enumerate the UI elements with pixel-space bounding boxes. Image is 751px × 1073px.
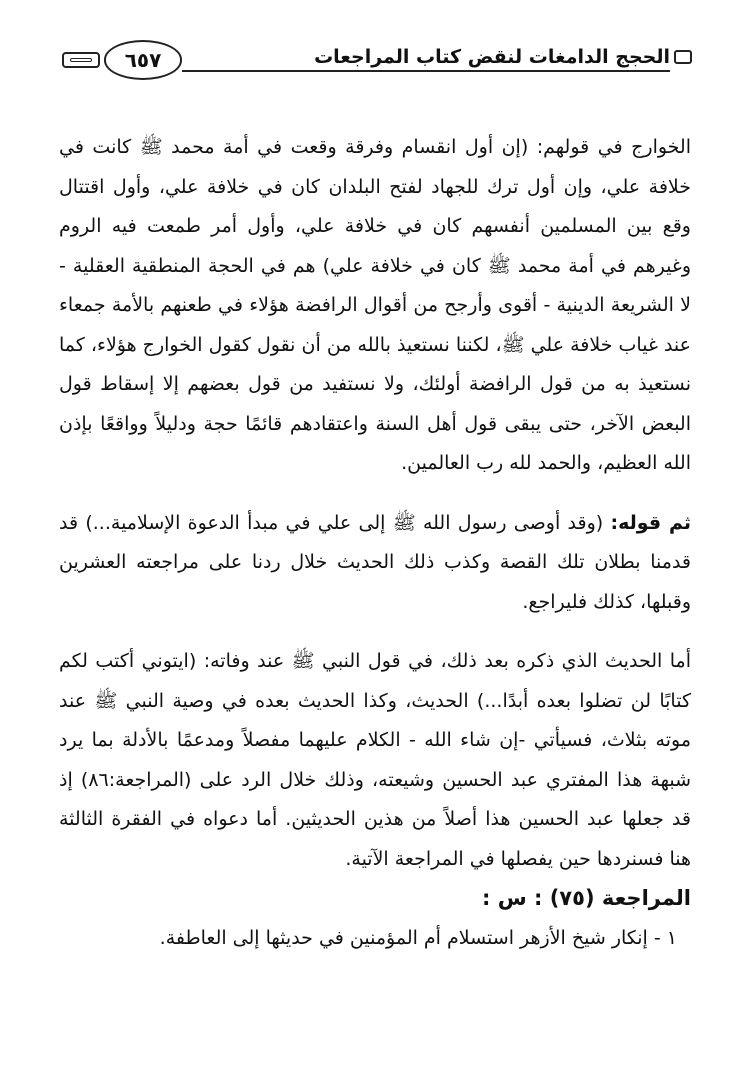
paragraph-2-lead: ثم قوله: [610, 511, 691, 534]
running-header [62, 40, 692, 90]
page-number-badge [104, 40, 182, 80]
page-body [59, 128, 691, 958]
ornament-right-icon [674, 50, 692, 64]
paragraph-1: الخوارج في قولهم: (إن أول انقسام وفرقة وقعت في أمة محمد ﷺ كانت في خلافة علي، وإن أول ترك للجهاد لفتح البلدان كان في خلافة علي، وأول اقتتال وقع بين المسلمين أنفسهم كان في خلافة علي، وأول أمر طمعت فيه الروم وغيرهم في أمة محمد ﷺ كان في خلافة علي) هم في الحجة المنطقية العقلية - لا الشريعة الدينية - أقوى وأرجح من أقوال الرافضة هؤلاء في طعنهم بالأمة جمعاء عند غياب خلافة علي ﷺ، لكننا نستعيذ بالله من أن نقول كقول الخوارج هؤلاء، كما نستعيذ به من قول الرافضة أولئك، ولا نستفيد من قول بعضهم إلا إسقاط قول البعض الآخر، حتى يبقى قول أهل السنة واعتقادهم قائمًا حجة ودليلاً وواقعًا بإذن الله العظيم، والحمد لله رب العالمين. [59, 136, 691, 474]
page-number: ٦٥٧ [124, 48, 162, 72]
ornament-left-icon [62, 52, 100, 68]
paragraph-3: أما الحديث الذي ذكره بعد ذلك، في قول النبي ﷺ عند وفاته: (ايتوني أكتب لكم كتابًا لن تضلوا بعده أبدًا...) الحديث، وكذا الحديث بعده في وصية النبي ﷺ عند موته بثلاث، فسيأتي -إن شاء الله - الكلام عليهما مفصلاً ومدعمًا بالأدلة بما يرد شبهة هذا المفتري عبد الحسين وشيعته، وذلك خلال الرد على (المراجعة:٨٦) إذ قد جعلها عبد الحسين هذا أصلاً من هذين الحديثين. أما دعواه في الفقرة الثالثة هنا فسنردها حين يفصلها في المراجعة الآتية. [59, 650, 691, 870]
paragraph-2-text: (وقد أوصى رسول الله ﷺ إلى علي في مبدأ الدعوة الإسلامية...) قد قدمنا بطلان تلك القصة وكذب ذلك الحديث خلال ردنا على مراجعته العشرين وقبلها، كذلك فليراجع. [59, 511, 691, 613]
section-heading: المراجعة (٧٥) : س : [481, 886, 691, 910]
header-rule [182, 70, 670, 72]
list-item: ١ - إنكار شيخ الأزهر استسلام أم المؤمنين في حديثها إلى العاطفة. [159, 926, 677, 949]
book-title: الحجج الدامغات لنقض كتاب المراجعات [314, 46, 670, 68]
paragraph-2 [59, 504, 691, 623]
